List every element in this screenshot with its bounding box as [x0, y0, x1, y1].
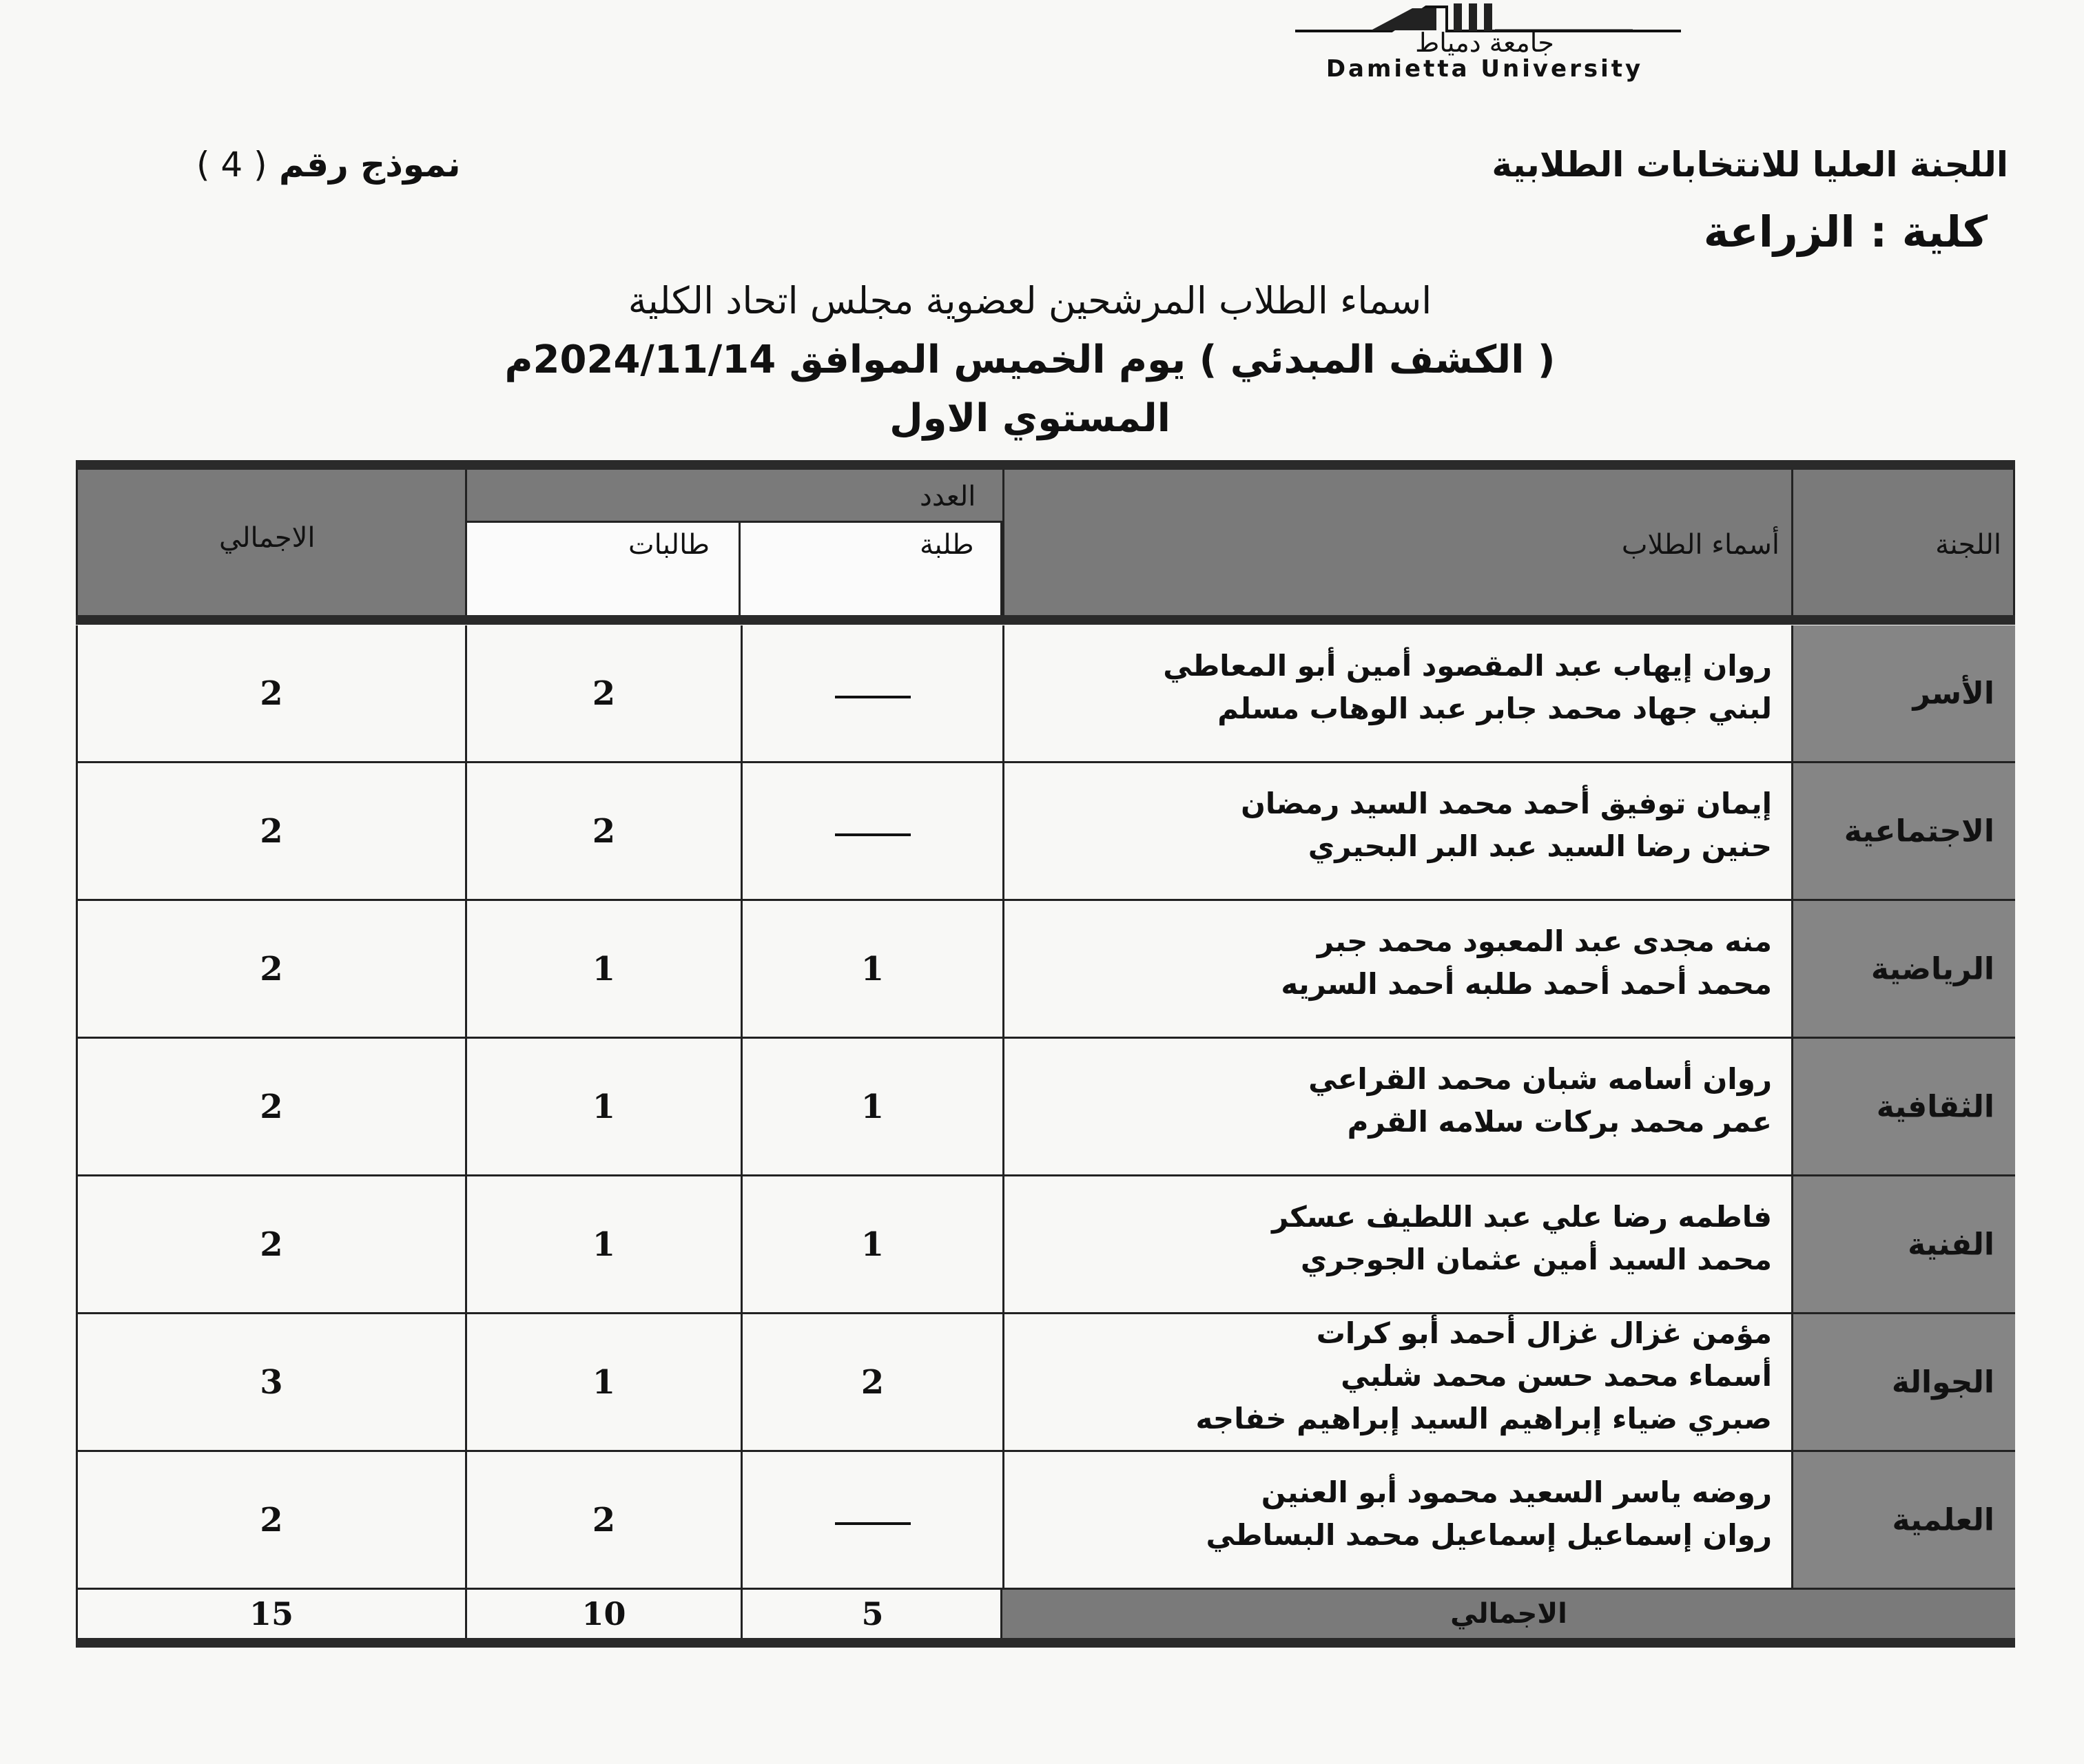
header-count: العدد: [920, 481, 976, 512]
totals-female: 10: [581, 1595, 626, 1632]
totals-female-cell: [465, 1590, 741, 1638]
header-divider: [2013, 470, 2015, 615]
row-total: 3: [260, 1362, 283, 1402]
table-row: [76, 1452, 2015, 1590]
student-name: صبري ضياء إبراهيم السيد إبراهيم خفاجه: [1195, 1402, 1772, 1435]
total-cell: [76, 1452, 465, 1588]
male-count-cell: [741, 1176, 1002, 1312]
names-cell: [1002, 1314, 1791, 1450]
names-cell: [1002, 763, 1791, 899]
totals-row: [76, 1590, 2015, 1638]
student-name: روان أسامه شبان محمد القراعي: [1308, 1062, 1772, 1096]
document-subtitle: ( الكشف المبدئي ) يوم الخميس الموافق 2024/11/14م: [504, 338, 1556, 382]
totals-total: 15: [249, 1595, 293, 1632]
row-total: 2: [260, 1225, 283, 1264]
totals-total-cell: [76, 1590, 465, 1638]
row-total: 2: [260, 949, 283, 988]
candidates-table: [76, 460, 2015, 1652]
totals-label: الاجمالي: [1450, 1598, 1567, 1630]
names-cell: [1002, 1176, 1791, 1312]
empty-dash: [835, 833, 911, 836]
committee-cell: [1791, 1452, 2015, 1588]
header-female: طالبات: [628, 529, 710, 561]
form-label: نموذج رقم: [279, 145, 461, 185]
row-female-count: 1: [592, 949, 616, 988]
row-total: 2: [260, 1087, 283, 1126]
male-count-cell: [741, 763, 1002, 899]
table-row: [76, 1314, 2015, 1452]
committee-cell: [1791, 1039, 2015, 1174]
committee-title: اللجنة العليا للانتخابات الطلابية: [1492, 145, 2008, 185]
logo-arabic-text: جامعة دمياط: [1415, 28, 1554, 58]
totals-male: 5: [861, 1595, 884, 1632]
row-female-count: 2: [592, 674, 616, 713]
female-count-cell: [465, 625, 741, 761]
header-committee: اللجنة: [1935, 529, 2001, 561]
level-title: المستوي الاول: [889, 396, 1170, 441]
totals-male-cell: [741, 1590, 1002, 1638]
table-bottom-border: [76, 1638, 2015, 1648]
male-count-cell: [741, 1039, 1002, 1174]
total-cell: [76, 1314, 465, 1450]
female-count-cell: [465, 1314, 741, 1450]
committee-name: الفنية: [1908, 1227, 1994, 1262]
student-name: إيمان توفيق أحمد محمد السيد رمضان: [1241, 787, 1772, 820]
row-female-count: 2: [592, 1500, 616, 1539]
committee-cell: [1791, 1314, 2015, 1450]
committee-name: الأسر: [1912, 676, 1994, 711]
form-number: ( 4 ): [196, 145, 267, 185]
total-cell: [76, 1039, 465, 1174]
names-cell: [1002, 1039, 1791, 1174]
header-separator: [76, 615, 2015, 625]
female-count-cell: [465, 763, 741, 899]
empty-dash: [835, 1522, 911, 1525]
student-name: روضه ياسر السعيد محمود أبو العنين: [1261, 1475, 1772, 1509]
student-name: حنين رضا السيد عبد البر البحيري: [1308, 829, 1772, 863]
committee-cell: [1791, 763, 2015, 899]
count-subheader-divider: [739, 521, 741, 615]
header-divider: [1002, 470, 1004, 615]
header-total: الاجمالي: [219, 522, 316, 554]
names-cell: [1002, 625, 1791, 761]
female-count-cell: [465, 901, 741, 1037]
student-name: فاطمه رضا علي عبد اللطيف عسكر: [1272, 1200, 1772, 1234]
table-row: [76, 901, 2015, 1039]
male-count-cell: [741, 1314, 1002, 1450]
header-divider: [465, 470, 467, 615]
row-total: 2: [260, 674, 283, 713]
female-count-cell: [465, 1452, 741, 1588]
student-name: روان إسماعيل إسماعيل محمد البساطي: [1206, 1518, 1772, 1552]
total-cell: [76, 1176, 465, 1312]
female-count-cell: [465, 1176, 741, 1312]
document-title: اسماء الطلاب المرشحين لعضوية مجلس اتحاد الكلية: [628, 279, 1432, 322]
student-name: روان إيهاب عبد المقصود أمين أبو المعاطي: [1163, 649, 1772, 683]
committee-cell: [1791, 1176, 2015, 1312]
header-male: طلبة: [920, 529, 974, 561]
row-male-count: 2: [860, 1362, 885, 1402]
table-row: [76, 625, 2015, 763]
total-cell: [76, 763, 465, 899]
header-names: أسماء الطلاب: [1621, 529, 1779, 561]
committee-name: الثقافية: [1876, 1089, 1994, 1124]
row-male-count: 1: [860, 1087, 885, 1126]
committee-name: الجوالة: [1891, 1364, 1994, 1400]
header-divider: [1791, 470, 1793, 615]
row-total: 2: [260, 811, 283, 851]
student-name: عمر محمد بركات سلامه القرم: [1347, 1105, 1772, 1139]
female-count-cell: [465, 1039, 741, 1174]
total-cell: [76, 901, 465, 1037]
table-row: [76, 763, 2015, 901]
row-male-count: 1: [860, 1225, 885, 1264]
form-number-label: [196, 145, 461, 185]
totals-label-cell: [1000, 1590, 2015, 1638]
male-count-cell: [741, 1452, 1002, 1588]
male-count-cell: [741, 901, 1002, 1037]
row-female-count: 2: [592, 811, 616, 851]
university-logo: [1275, 0, 1695, 83]
committee-name: الرياضية: [1870, 951, 1994, 986]
male-count-cell: [741, 625, 1002, 761]
student-name: لبني جهاد محمد جابر عبد الوهاب مسلم: [1217, 692, 1772, 725]
table-row: [76, 1176, 2015, 1314]
student-name: محمد السيد أمين عثمان الجوجري: [1300, 1243, 1772, 1276]
committee-cell: [1791, 901, 2015, 1037]
table-top-border: [76, 460, 2015, 470]
total-cell: [76, 625, 465, 761]
header-divider: [76, 470, 78, 615]
row-female-count: 1: [592, 1087, 616, 1126]
student-name: محمد أحمد أحمد طلبه أحمد السريه: [1281, 967, 1772, 1001]
table-row: [76, 1039, 2015, 1176]
committee-name: الاجتماعية: [1844, 813, 1994, 849]
faculty-name: كلية : الزراعة: [1703, 207, 1988, 257]
row-total: 2: [260, 1500, 283, 1539]
student-name: أسماء محمد حسن محمد شلبي: [1341, 1359, 1772, 1393]
row-male-count: 1: [860, 949, 885, 988]
names-cell: [1002, 901, 1791, 1037]
row-female-count: 1: [592, 1362, 616, 1402]
committee-name: العلمية: [1892, 1502, 1994, 1537]
row-female-count: 1: [592, 1225, 616, 1264]
student-name: منه مجدى عبد المعبود محمد جبر: [1317, 924, 1772, 958]
logo-english-text: Damietta University: [1325, 55, 1644, 83]
empty-dash: [835, 696, 911, 698]
committee-cell: [1791, 625, 2015, 761]
student-name: مؤمن غزال غزال أحمد أبو كرات: [1316, 1316, 1772, 1350]
names-cell: [1002, 1452, 1791, 1588]
